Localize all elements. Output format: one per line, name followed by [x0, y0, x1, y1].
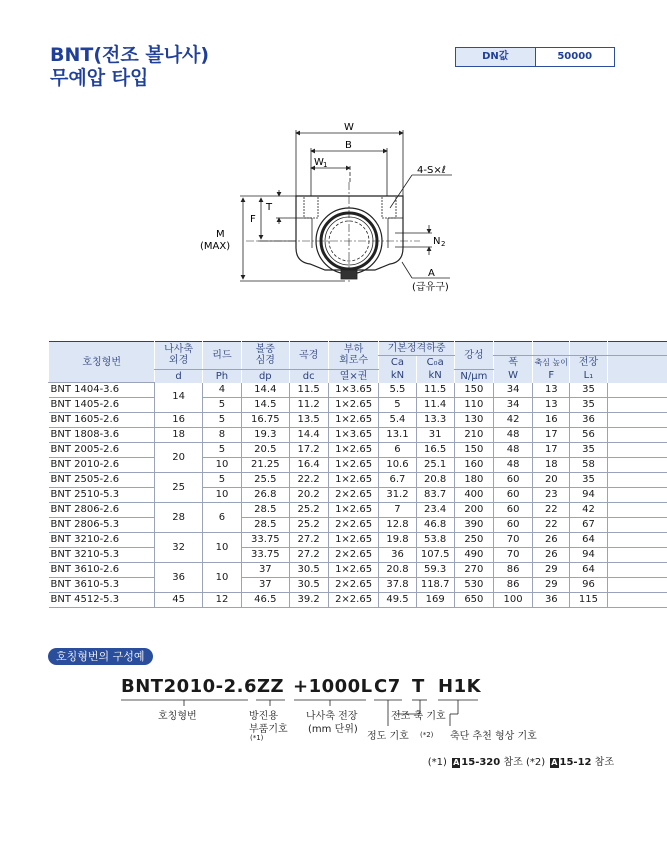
table-row	[49, 503, 667, 518]
table-row	[49, 383, 667, 398]
cell-w: 60	[493, 518, 532, 533]
th-rigidity: 강성	[454, 342, 493, 370]
cell-ph: 5	[202, 473, 241, 488]
th-unit-kn1: kN	[379, 369, 416, 383]
cell-dp: 16.75	[242, 413, 289, 428]
th-ball-center: 볼중 심경	[242, 342, 289, 370]
cell-l: 115	[570, 593, 607, 608]
dim-t-label: T	[266, 202, 273, 213]
cell-ph: 12	[202, 593, 241, 608]
cell-coa: 46.8	[416, 518, 454, 533]
dim-b-label: B	[345, 140, 352, 151]
table-row	[49, 593, 667, 608]
th-sym-l: L₁	[570, 369, 607, 383]
cell-l: 42	[570, 503, 607, 518]
cell-dc: 39.2	[289, 593, 328, 608]
cell-model: BNT 4512-5.3	[50, 594, 120, 605]
cell-coa: 16.5	[416, 443, 454, 458]
cell-dp: 25.5	[242, 473, 289, 488]
cell-model: BNT 2005-2.6	[50, 444, 120, 455]
dim-w-label: W	[344, 122, 354, 133]
cell-rows: 2×2.65	[328, 488, 379, 503]
cell-dp: 19.3	[242, 428, 289, 443]
cell-model: BNT 2505-2.6	[50, 474, 120, 485]
cell-w: 34	[493, 398, 532, 413]
cell-l: 96	[570, 578, 607, 593]
dim-m-label: M	[216, 229, 225, 240]
cell-w: 60	[493, 488, 532, 503]
table-row	[49, 473, 667, 488]
cell-l: 35	[570, 383, 607, 398]
cell-w: 70	[493, 533, 532, 548]
table-row	[49, 398, 667, 413]
th-root-dia: 곡경	[289, 342, 328, 370]
cell-f: 13	[533, 383, 570, 398]
cell-d: 20	[155, 443, 202, 473]
cell-l: 56	[570, 428, 607, 443]
cell-k: 530	[454, 578, 493, 593]
cell-ca: 19.8	[379, 533, 416, 548]
code-shaft: T	[412, 676, 425, 697]
cell-coa: 20.8	[416, 473, 454, 488]
cell-ca: 5.4	[379, 413, 416, 428]
cell-dp: 21.25	[242, 458, 289, 473]
cell-ca: 6	[379, 443, 416, 458]
cell-k: 130	[454, 413, 493, 428]
cell-coa: 13.3	[416, 413, 454, 428]
cell-model: BNT 3210-5.3	[50, 549, 120, 560]
cell-d: 16	[155, 413, 202, 428]
cell-w: 60	[493, 503, 532, 518]
cell-ph: 5	[202, 443, 241, 458]
cell-dc: 25.2	[289, 518, 328, 533]
label-model: 호칭형번	[158, 711, 197, 722]
code-seal: ZZ	[257, 676, 285, 697]
nut-drawing	[0, 0, 667, 340]
cell-rows: 1×2.65	[328, 533, 379, 548]
cell-dc: 22.2	[289, 473, 328, 488]
th-length: 전장	[570, 356, 607, 370]
cell-model: BNT 1405-2.6	[50, 399, 120, 410]
th-width: 폭	[493, 356, 532, 370]
cell-l: 35	[570, 443, 607, 458]
cell-ph: 10	[202, 458, 241, 473]
th-sym-d: d	[155, 369, 202, 383]
cell-k: 200	[454, 503, 493, 518]
cell-rows: 2×2.65	[328, 518, 379, 533]
cell-rows: 1×2.65	[328, 458, 379, 473]
th-height: 축심 높이	[533, 356, 570, 370]
th-unit-kn2: kN	[416, 369, 454, 383]
cell-model: BNT 3610-5.3	[50, 579, 120, 590]
cell-dp: 20.5	[242, 443, 289, 458]
cell-f: 36	[533, 593, 570, 608]
dim-a-label: A	[428, 268, 435, 279]
label-length-unit: (mm 단위)	[308, 724, 358, 735]
cell-rows: 1×2.65	[328, 398, 379, 413]
cell-f: 18	[533, 458, 570, 473]
cell-d: 28	[155, 503, 202, 533]
cell-k: 490	[454, 548, 493, 563]
cell-dc: 20.2	[289, 488, 328, 503]
cell-rows: 1×2.65	[328, 443, 379, 458]
cell-model: BNT 2510-5.3	[50, 489, 120, 500]
cell-rows: 1×2.65	[328, 473, 379, 488]
cell-model: BNT 3610-2.6	[50, 564, 120, 575]
cell-model: BNT 2010-2.6	[50, 459, 120, 470]
cell-f: 17	[533, 443, 570, 458]
cell-d: 25	[155, 473, 202, 503]
cell-d: 32	[155, 533, 202, 563]
cell-ca: 49.5	[379, 593, 416, 608]
cell-ca: 7	[379, 503, 416, 518]
cell-ca: 5	[379, 398, 416, 413]
th-sym-dc: dc	[289, 369, 328, 383]
cell-w: 86	[493, 563, 532, 578]
cell-k: 110	[454, 398, 493, 413]
cell-w: 48	[493, 428, 532, 443]
label-accuracy: 정도 기호	[367, 731, 409, 742]
page-title-line2: 무예압 타입	[50, 67, 149, 89]
dim-max-label: (MAX)	[200, 241, 231, 252]
cell-dp: 14.4	[242, 383, 289, 398]
cell-dp: 33.75	[242, 548, 289, 563]
cell-l: 35	[570, 473, 607, 488]
cell-dp: 28.5	[242, 518, 289, 533]
cell-model: BNT 1808-3.6	[50, 429, 120, 440]
table-row	[49, 578, 667, 593]
th-unit-k: N/μm	[454, 369, 493, 383]
cell-ca: 10.6	[379, 458, 416, 473]
cell-dc: 14.4	[289, 428, 328, 443]
th-sym-f: F	[533, 369, 570, 383]
cell-d: 14	[155, 383, 202, 413]
label-note2: (*2)	[420, 731, 434, 739]
cell-d: 18	[155, 428, 202, 443]
th-coa: C₀a	[416, 356, 454, 370]
cell-coa: 169	[416, 593, 454, 608]
cell-ca: 31.2	[379, 488, 416, 503]
label-note1: (*1)	[250, 734, 264, 742]
cell-k: 150	[454, 383, 493, 398]
cell-k: 270	[454, 563, 493, 578]
lube-port-label: (급유구)	[412, 282, 449, 293]
label-length: 나사축 전장	[306, 711, 358, 722]
cell-k: 650	[454, 593, 493, 608]
cell-dc: 11.5	[289, 383, 328, 398]
cell-ph: 6	[202, 503, 241, 533]
cell-l: 58	[570, 458, 607, 473]
cell-w: 100	[493, 593, 532, 608]
cell-model: BNT 3210-2.6	[50, 534, 120, 545]
th-load-turns: 부하 회로수	[328, 342, 379, 370]
table-row	[49, 488, 667, 503]
th-sym-dp: dp	[242, 369, 289, 383]
table-row	[49, 458, 667, 473]
cell-ca: 20.8	[379, 563, 416, 578]
cell-f: 29	[533, 563, 570, 578]
cell-dp: 46.5	[242, 593, 289, 608]
cell-l: 36	[570, 413, 607, 428]
dim-s-label: 4-S×ℓ	[417, 165, 446, 176]
cell-coa: 107.5	[416, 548, 454, 563]
dim-f-label: F	[250, 214, 256, 225]
cell-dp: 37	[242, 563, 289, 578]
th-sym-rows: 열×권	[328, 369, 379, 383]
cell-rows: 1×2.65	[328, 413, 379, 428]
page-title-line1: BNT(전조 볼나사)	[50, 44, 210, 66]
cell-dc: 30.5	[289, 578, 328, 593]
cell-l: 94	[570, 548, 607, 563]
cell-k: 210	[454, 428, 493, 443]
cell-l: 64	[570, 533, 607, 548]
th-sym-w: W	[493, 369, 532, 383]
cell-coa: 23.4	[416, 503, 454, 518]
cell-k: 160	[454, 458, 493, 473]
cell-coa: 59.3	[416, 563, 454, 578]
cell-dc: 27.2	[289, 548, 328, 563]
cell-rows: 1×3.65	[328, 428, 379, 443]
cell-w: 60	[493, 473, 532, 488]
cell-ph: 4	[202, 383, 241, 398]
cell-model: BNT 2806-2.6	[50, 504, 120, 515]
cell-rows: 2×2.65	[328, 593, 379, 608]
cell-dc: 17.2	[289, 443, 328, 458]
table-row	[49, 563, 667, 578]
cell-coa: 11.4	[416, 398, 454, 413]
cell-ca: 13.1	[379, 428, 416, 443]
code-end: H1K	[438, 676, 482, 697]
cell-l: 64	[570, 563, 607, 578]
cell-dp: 28.5	[242, 503, 289, 518]
cell-f: 23	[533, 488, 570, 503]
cell-f: 29	[533, 578, 570, 593]
cell-dp: 26.8	[242, 488, 289, 503]
cell-coa: 25.1	[416, 458, 454, 473]
code-model: BNT2010-2.6	[121, 676, 258, 697]
reference-notes: (*1) A 15-320 참조 (*2) A 15-12 참조	[427, 757, 614, 768]
label-shaft: 전조 축 기호	[391, 711, 446, 722]
cell-dc: 30.5	[289, 563, 328, 578]
cell-dp: 37	[242, 578, 289, 593]
cell-rows: 2×2.65	[328, 548, 379, 563]
cell-w: 42	[493, 413, 532, 428]
cell-dp: 14.5	[242, 398, 289, 413]
table-row	[49, 548, 667, 563]
cell-ca: 5.5	[379, 383, 416, 398]
cell-d: 45	[155, 593, 202, 608]
cell-dc: 16.4	[289, 458, 328, 473]
cell-ca: 37.8	[379, 578, 416, 593]
cell-w: 86	[493, 578, 532, 593]
cell-f: 22	[533, 518, 570, 533]
cell-ca: 6.7	[379, 473, 416, 488]
cell-model: BNT 1605-2.6	[50, 414, 120, 425]
cell-k: 390	[454, 518, 493, 533]
cell-f: 16	[533, 413, 570, 428]
cell-l: 94	[570, 488, 607, 503]
th-load-rating: 기본정격하중	[379, 342, 454, 356]
cell-coa: 118.7	[416, 578, 454, 593]
cell-l: 35	[570, 398, 607, 413]
cell-ca: 36	[379, 548, 416, 563]
table-row	[49, 443, 667, 458]
th-ca: Ca	[379, 356, 416, 370]
cell-ph: 5	[202, 413, 241, 428]
composition-section-title: 호칭형번의 구성예	[48, 648, 153, 665]
cell-w: 48	[493, 443, 532, 458]
cell-w: 70	[493, 548, 532, 563]
cell-ph: 5	[202, 398, 241, 413]
code-accuracy: C7	[374, 676, 401, 697]
cell-k: 150	[454, 443, 493, 458]
code-length: +1000L	[293, 676, 373, 697]
cell-dc: 11.2	[289, 398, 328, 413]
dim-n2-sub: 2	[441, 240, 446, 248]
spec-table	[48, 341, 667, 608]
cell-l: 67	[570, 518, 607, 533]
cell-coa: 83.7	[416, 488, 454, 503]
dn-value: 50000	[557, 51, 593, 62]
cell-f: 26	[533, 533, 570, 548]
cell-k: 400	[454, 488, 493, 503]
cell-ph: 10	[202, 563, 241, 593]
table-row	[49, 518, 667, 533]
cell-dc: 13.5	[289, 413, 328, 428]
cell-rows: 1×2.65	[328, 563, 379, 578]
cell-k: 250	[454, 533, 493, 548]
cell-dp: 33.75	[242, 533, 289, 548]
dn-label: DN값	[456, 48, 536, 66]
cell-ph: 10	[202, 533, 241, 563]
cell-k: 180	[454, 473, 493, 488]
label-seal2: 부품기호	[249, 724, 288, 735]
th-shaft-od: 나사축 외경	[155, 342, 202, 370]
cell-f: 17	[533, 428, 570, 443]
cell-rows: 1×2.65	[328, 503, 379, 518]
dim-w1-sub: 1	[323, 161, 328, 169]
dim-n2-label: N	[433, 236, 441, 247]
cell-ph: 8	[202, 428, 241, 443]
cell-rows: 1×3.65	[328, 383, 379, 398]
th-sym-ph: Ph	[202, 369, 241, 383]
table-row	[49, 533, 667, 548]
cell-model: BNT 1404-3.6	[50, 384, 120, 395]
cell-f: 26	[533, 548, 570, 563]
cell-model: BNT 2806-5.3	[50, 519, 120, 530]
cell-f: 20	[533, 473, 570, 488]
cell-coa: 11.5	[416, 383, 454, 398]
cell-rows: 2×2.65	[328, 578, 379, 593]
label-end: 축단 추천 형상 기호	[450, 731, 537, 742]
dim-w1-label: W	[314, 157, 324, 168]
table-row	[49, 428, 667, 443]
cell-coa: 53.8	[416, 533, 454, 548]
cell-coa: 31	[416, 428, 454, 443]
label-seal: 방진용	[249, 711, 278, 722]
cell-d: 36	[155, 563, 202, 593]
cell-ca: 12.8	[379, 518, 416, 533]
cell-w: 34	[493, 383, 532, 398]
cell-dc: 27.2	[289, 533, 328, 548]
cell-w: 48	[493, 458, 532, 473]
th-lead: 리드	[202, 342, 241, 370]
cell-f: 22	[533, 503, 570, 518]
th-model: 호칭형번	[49, 342, 155, 383]
cell-ph: 10	[202, 488, 241, 503]
cell-dc: 25.2	[289, 503, 328, 518]
cell-f: 13	[533, 398, 570, 413]
table-row	[49, 413, 667, 428]
